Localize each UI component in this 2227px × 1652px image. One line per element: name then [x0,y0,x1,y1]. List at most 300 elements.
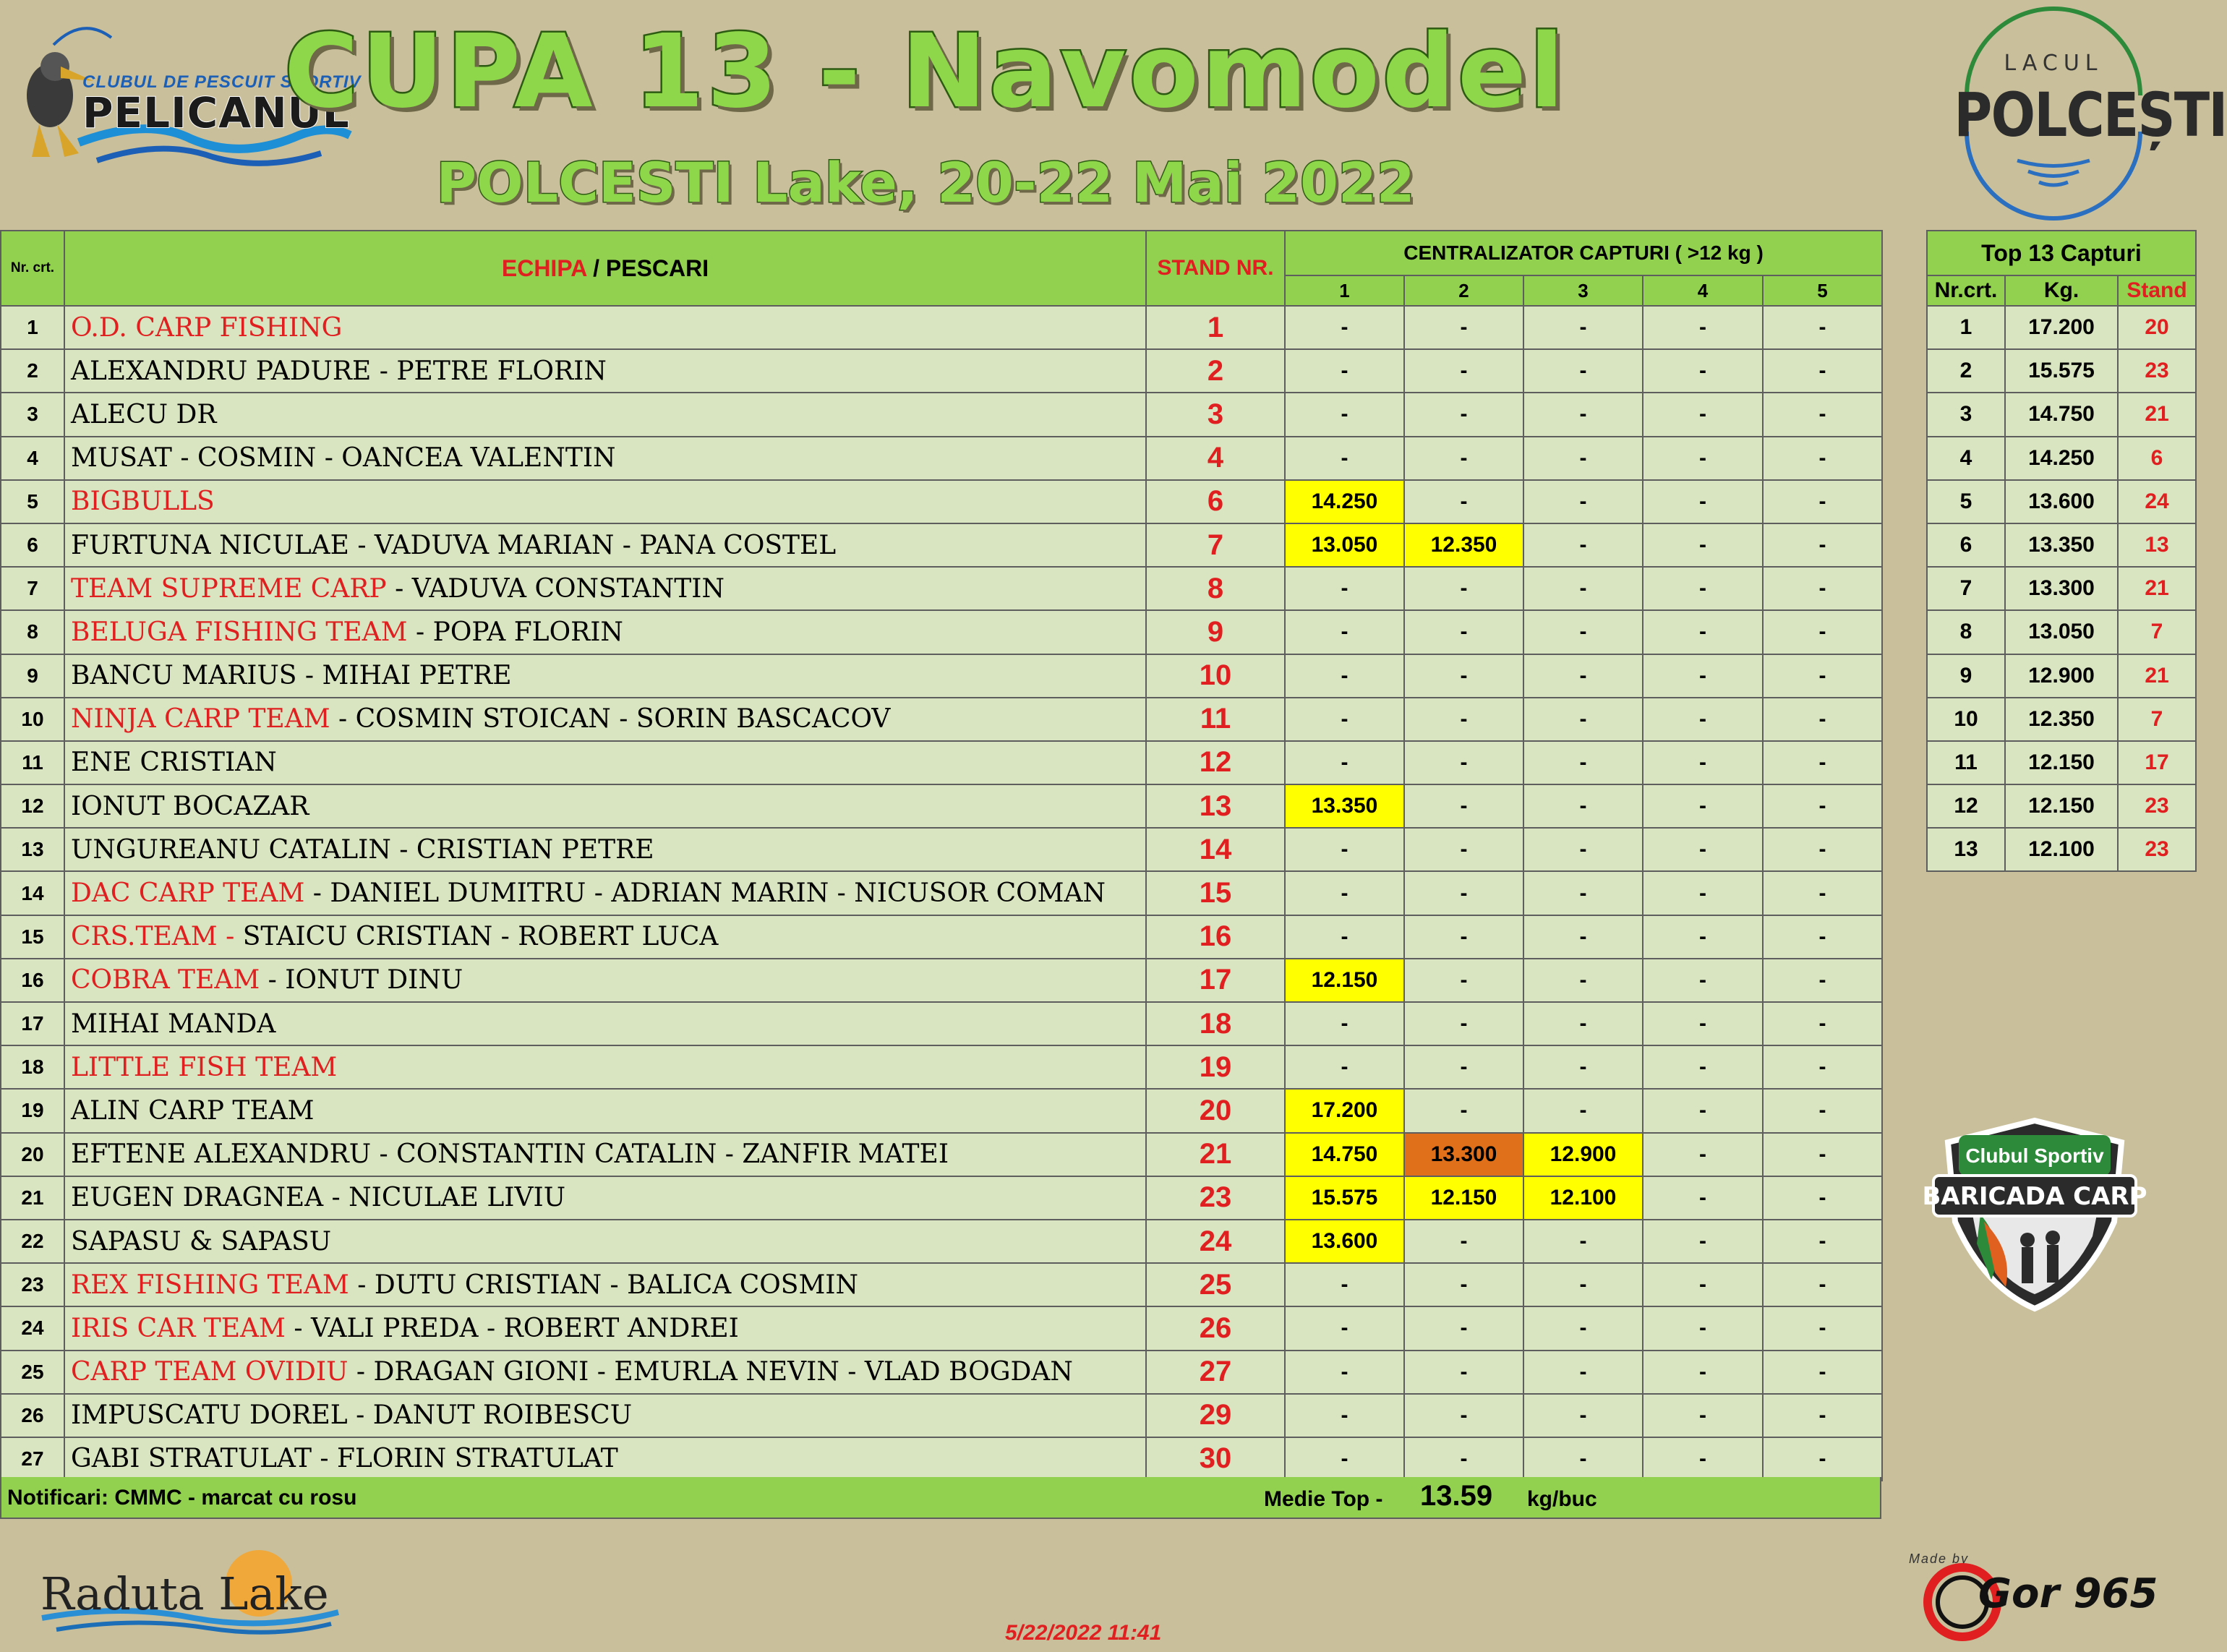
capture-cell: 12.150 [1285,959,1404,1002]
capture-cell: - [1643,959,1763,1002]
top-stand: 24 [2118,480,2196,523]
row-stand: 27 [1146,1351,1285,1394]
table-row [1,871,1882,915]
capture-cell: - [1643,1045,1763,1089]
capture-cell: 13.050 [1285,523,1404,567]
capture-cell: - [1643,393,1763,436]
medie-value: 13.59 [1420,1480,1493,1512]
top-row [1927,567,2196,610]
row-team [64,393,1146,436]
row-stand: 2 [1146,349,1285,393]
capture-cell: - [1763,1220,1882,1263]
team-members: - DANIEL DUMITRU - ADRIAN MARIN - NICUSOR COMAN [304,878,1106,909]
row-team [64,1220,1146,1263]
capture-cell: - [1643,567,1763,610]
team-members: EFTENE ALEXANDRU - CONSTANTIN CATALIN - ZANFIR MATEI [71,1139,949,1170]
capture-cell: - [1523,393,1643,436]
capture-cell: - [1763,1437,1882,1481]
capture-cell: - [1404,959,1523,1002]
team-name: NINJA CARP TEAM [71,704,330,735]
team-name: BIGBULLS [71,487,215,517]
top-title: Top 13 Capturi [1927,231,2196,275]
capture-cell: - [1523,1306,1643,1350]
table-row [1,437,1882,480]
row-stand: 12 [1146,741,1285,784]
capture-cell: - [1763,1133,1882,1176]
capture-cell: - [1404,480,1523,523]
capture-cell: - [1643,1437,1763,1481]
row-nr: 26 [1,1394,64,1437]
capture-cell: - [1285,610,1404,654]
row-stand: 6 [1146,480,1285,523]
capture-cell: - [1404,1351,1523,1394]
row-team [64,1133,1146,1176]
row-team [64,959,1146,1002]
capture-cell: - [1285,1002,1404,1045]
capture-cell: - [1643,1220,1763,1263]
row-nr: 14 [1,871,64,915]
table-row [1,1351,1882,1394]
polcesti-logo-line1: LACUL [2004,51,2103,76]
capture-cell: - [1285,437,1404,480]
team-name: DAC CARP TEAM [71,878,305,909]
capture-cell: - [1523,567,1643,610]
top-row [1927,393,2196,436]
top-row [1927,480,2196,523]
pelicanul-logo-line2: PELICANUL [82,88,350,137]
table-row [1,1133,1882,1176]
top-stand: 7 [2118,610,2196,654]
top-stand: 20 [2118,306,2196,349]
capture-cell: - [1523,1220,1643,1263]
top-header-nr: Nr.crt. [1927,275,2005,306]
top-captures-table [1926,230,2197,872]
header-nr: Nr. crt. [1,231,64,306]
capture-cell: - [1763,741,1882,784]
capture-cell: - [1404,1394,1523,1437]
top-nr: 9 [1927,654,2005,698]
raduta-lake-logo [35,1540,346,1641]
table-row [1,1089,1882,1132]
row-team [64,741,1146,784]
top-nr: 11 [1927,741,2005,784]
capture-cell: - [1763,480,1882,523]
top-row [1927,610,2196,654]
top-nr: 13 [1927,828,2005,871]
capture-cell: - [1285,698,1404,741]
team-members: - VALI PREDA - ROBERT ANDREI [285,1313,739,1343]
row-nr: 19 [1,1089,64,1132]
capture-cell: - [1643,437,1763,480]
capture-cell: - [1404,741,1523,784]
header-capture-5: 5 [1763,275,1882,306]
top-kg: 12.150 [2005,784,2118,828]
table-row [1,610,1882,654]
capture-cell: - [1523,1002,1643,1045]
team-name: COBRA TEAM [71,965,260,996]
capture-cell: - [1404,1220,1523,1263]
capture-cell: - [1285,567,1404,610]
row-stand: 8 [1146,567,1285,610]
capture-cell: - [1763,1351,1882,1394]
capture-cell: - [1763,654,1882,698]
row-stand: 23 [1146,1176,1285,1220]
capture-cell: - [1404,1306,1523,1350]
top-kg: 12.900 [2005,654,2118,698]
capture-cell: - [1404,1089,1523,1132]
team-name: IRIS CAR TEAM [71,1313,286,1343]
capture-cell: - [1404,610,1523,654]
capture-cell: - [1523,1437,1643,1481]
capture-cell: - [1404,698,1523,741]
capture-cell: - [1285,1394,1404,1437]
row-team [64,480,1146,523]
team-name: CARP TEAM OVIDIU [71,1357,349,1387]
team-members: ALECU DR [71,399,217,429]
capture-cell: - [1763,437,1882,480]
row-team [64,349,1146,393]
capture-cell: - [1763,610,1882,654]
row-team [64,567,1146,610]
capture-cell: - [1763,523,1882,567]
top-stand: 23 [2118,828,2196,871]
header-stand: STAND NR. [1146,231,1285,306]
team-members: - DRAGAN GIONI - EMURLA NEVIN - VLAD BOGDAN [348,1357,1073,1387]
capture-cell: - [1285,1263,1404,1306]
results-body [1,306,1882,1481]
page-title: CUPA 13 - Navomodel [284,13,1567,131]
row-stand: 30 [1146,1437,1285,1481]
capture-cell: - [1285,349,1404,393]
row-team [64,306,1146,349]
capture-cell: - [1763,1306,1882,1350]
row-team [64,1351,1146,1394]
capture-cell: - [1643,1394,1763,1437]
gor-name: Gor 965 [1978,1570,2158,1617]
header-capture-2: 2 [1404,275,1523,306]
row-nr: 1 [1,306,64,349]
row-stand: 25 [1146,1263,1285,1306]
top-kg: 12.100 [2005,828,2118,871]
row-stand: 24 [1146,1220,1285,1263]
capture-cell: - [1643,1351,1763,1394]
capture-cell: - [1763,1176,1882,1220]
capture-cell: - [1763,784,1882,828]
table-row [1,1002,1882,1045]
top-nr: 6 [1927,523,2005,567]
capture-cell: - [1404,1045,1523,1089]
capture-cell: - [1404,1002,1523,1045]
capture-cell: - [1404,871,1523,915]
capture-cell: - [1285,306,1404,349]
top-nr: 10 [1927,698,2005,741]
table-row [1,349,1882,393]
capture-cell: - [1763,393,1882,436]
capture-cell: - [1763,1045,1882,1089]
team-members: UNGUREANU CATALIN - CRISTIAN PETRE [71,834,654,865]
capture-cell: - [1763,1002,1882,1045]
top-kg: 13.300 [2005,567,2118,610]
top-kg: 13.050 [2005,610,2118,654]
top-nr: 4 [1927,437,2005,480]
team-members: MIHAI MANDA [71,1009,276,1039]
pelicanul-logo-line1: CLUBUL DE PESCUIT SPORTIV [82,72,362,92]
table-row [1,698,1882,741]
top-row [1927,741,2196,784]
table-row [1,654,1882,698]
capture-cell: - [1285,1306,1404,1350]
timestamp: 5/22/2022 11:41 [1005,1621,1162,1645]
capture-cell: - [1523,349,1643,393]
table-row [1,1045,1882,1089]
capture-cell: - [1523,1351,1643,1394]
row-nr: 24 [1,1306,64,1350]
row-nr: 23 [1,1263,64,1306]
row-team [64,610,1146,654]
capture-cell: - [1285,393,1404,436]
row-team [64,1089,1146,1132]
row-stand: 21 [1146,1133,1285,1176]
top-stand: 21 [2118,393,2196,436]
row-stand: 16 [1146,915,1285,959]
capture-cell: 12.100 [1523,1176,1643,1220]
results-table [0,230,1883,1481]
team-members: - IONUT DINU [260,965,463,996]
team-members: IONUT BOCAZAR [71,791,309,821]
team-members: BANCU MARIUS - MIHAI PETRE [71,661,512,691]
capture-cell: - [1285,1045,1404,1089]
capture-cell: - [1285,1351,1404,1394]
row-nr: 18 [1,1045,64,1089]
top-stand: 23 [2118,349,2196,393]
team-members: MUSAT - COSMIN - OANCEA VALENTIN [71,443,616,474]
top-kg: 13.350 [2005,523,2118,567]
capture-cell: - [1285,741,1404,784]
capture-cell: - [1404,393,1523,436]
header-echipa: ECHIPA [501,254,587,281]
capture-cell: - [1404,915,1523,959]
top-kg: 14.250 [2005,437,2118,480]
row-nr: 15 [1,915,64,959]
capture-cell: - [1763,959,1882,1002]
row-team [64,1394,1146,1437]
row-stand: 1 [1146,306,1285,349]
header-separator: / [586,254,606,281]
team-members: ENE CRISTIAN [71,748,277,778]
capture-cell: - [1643,698,1763,741]
row-nr: 5 [1,480,64,523]
row-nr: 16 [1,959,64,1002]
row-nr: 3 [1,393,64,436]
capture-cell: - [1523,523,1643,567]
top-nr: 1 [1927,306,2005,349]
header-capture-1: 1 [1285,275,1404,306]
gor-logo [1909,1549,2169,1643]
row-team [64,437,1146,480]
row-team [64,784,1146,828]
top-row [1927,523,2196,567]
top-header-stand: Stand [2118,275,2196,306]
baricada-line2: BARICADA CARP [1922,1182,2147,1211]
row-team [64,1306,1146,1350]
capture-cell: - [1763,306,1882,349]
team-members: EUGEN DRAGNEA - NICULAE LIVIU [71,1183,566,1213]
capture-cell: - [1763,1089,1882,1132]
row-stand: 13 [1146,784,1285,828]
row-stand: 10 [1146,654,1285,698]
capture-cell: - [1404,437,1523,480]
row-nr: 9 [1,654,64,698]
team-members: - DUTU CRISTIAN - BALICA COSMIN [349,1270,859,1300]
capture-cell: - [1763,698,1882,741]
capture-cell: - [1285,654,1404,698]
team-name: O.D. CARP FISHING [71,312,343,343]
table-row [1,784,1882,828]
row-stand: 7 [1146,523,1285,567]
capture-cell: 14.750 [1285,1133,1404,1176]
capture-cell: - [1523,828,1643,871]
capture-cell: - [1404,567,1523,610]
capture-cell: 12.350 [1404,523,1523,567]
polcesti-logo-line2: POLCEȘTI [1954,80,2227,150]
top-kg: 13.600 [2005,480,2118,523]
capture-cell: - [1285,1437,1404,1481]
capture-cell: 13.350 [1285,784,1404,828]
capture-cell: - [1404,1263,1523,1306]
row-nr: 12 [1,784,64,828]
capture-cell: - [1523,915,1643,959]
top-kg: 17.200 [2005,306,2118,349]
capture-cell: - [1763,349,1882,393]
team-members: - COSMIN STOICAN - SORIN BASCACOV [330,704,891,735]
header [0,0,2227,226]
team-members: ALEXANDRU PADURE - PETRE FLORIN [71,356,607,386]
notificari-text: Notificari: CMMC - marcat cu rosu [7,1486,357,1510]
capture-cell: - [1404,1437,1523,1481]
row-team [64,1045,1146,1089]
table-row [1,1437,1882,1481]
capture-cell: - [1643,1306,1763,1350]
team-members: - VADUVA CONSTANTIN [386,573,724,604]
top-row [1927,784,2196,828]
header-pescari: PESCARI [605,254,709,281]
top-nr: 3 [1927,393,2005,436]
header-capture-4: 4 [1643,275,1763,306]
polcesti-logo [1938,16,2227,211]
row-stand: 20 [1146,1089,1285,1132]
top-nr: 7 [1927,567,2005,610]
capture-cell: - [1285,915,1404,959]
table-row [1,915,1882,959]
capture-cell: - [1643,349,1763,393]
capture-cell: 12.900 [1523,1133,1643,1176]
capture-cell: - [1643,1176,1763,1220]
top-row [1927,698,2196,741]
row-team [64,871,1146,915]
capture-cell: - [1643,480,1763,523]
row-nr: 22 [1,1220,64,1263]
baricada-logo [1922,1113,2147,1316]
baricada-shield-icon [1922,1113,2147,1316]
capture-cell: - [1643,741,1763,784]
capture-cell: - [1763,1263,1882,1306]
team-members: ALIN CARP TEAM [71,1095,315,1126]
top-stand: 6 [2118,437,2196,480]
capture-cell: - [1523,871,1643,915]
row-nr: 2 [1,349,64,393]
top-row [1927,828,2196,871]
row-nr: 17 [1,1002,64,1045]
top-kg: 15.575 [2005,349,2118,393]
top-stand: 17 [2118,741,2196,784]
medie-unit: kg/buc [1527,1487,1597,1511]
capture-cell: - [1404,784,1523,828]
capture-cell: - [1523,480,1643,523]
capture-cell: - [1643,1089,1763,1132]
medie-label: Medie Top - [1264,1487,1383,1511]
capture-cell: - [1643,871,1763,915]
row-stand: 18 [1146,1002,1285,1045]
capture-cell: - [1523,1045,1643,1089]
top-stand: 21 [2118,654,2196,698]
top-kg: 12.150 [2005,741,2118,784]
team-members: IMPUSCATU DOREL - DANUT ROIBESCU [71,1400,633,1431]
capture-cell: - [1643,915,1763,959]
capture-cell: - [1763,1394,1882,1437]
team-members: FURTUNA NICULAE - VADUVA MARIAN - PANA COSTEL [71,530,837,560]
table-row [1,567,1882,610]
row-stand: 19 [1146,1045,1285,1089]
capture-cell: - [1643,1263,1763,1306]
row-stand: 3 [1146,393,1285,436]
table-row [1,1220,1882,1263]
table-row [1,523,1882,567]
row-team [64,1002,1146,1045]
capture-cell: - [1523,698,1643,741]
top-nr: 8 [1927,610,2005,654]
capture-cell: - [1404,349,1523,393]
capture-cell: 13.600 [1285,1220,1404,1263]
row-stand: 26 [1146,1306,1285,1350]
table-row [1,1394,1882,1437]
capture-cell: - [1643,1133,1763,1176]
row-team [64,828,1146,871]
capture-cell: 14.250 [1285,480,1404,523]
table-row [1,393,1882,436]
capture-cell: - [1643,306,1763,349]
row-nr: 25 [1,1351,64,1394]
row-stand: 29 [1146,1394,1285,1437]
capture-cell: - [1763,915,1882,959]
team-members: - POPA FLORIN [407,617,623,647]
capture-cell: - [1643,784,1763,828]
capture-cell: 13.300 [1404,1133,1523,1176]
capture-cell: - [1523,1394,1643,1437]
team-members: SAPASU & SAPASU [71,1226,332,1257]
capture-cell: 17.200 [1285,1089,1404,1132]
capture-cell: - [1404,828,1523,871]
row-stand: 9 [1146,610,1285,654]
table-row [1,1176,1882,1220]
capture-cell: - [1523,1263,1643,1306]
row-nr: 20 [1,1133,64,1176]
header-echipa-pescari [64,231,1146,306]
footer-bar [0,1477,1881,1519]
team-members: STAICU CRISTIAN - ROBERT LUCA [242,922,719,952]
row-nr: 6 [1,523,64,567]
capture-cell: 12.150 [1404,1176,1523,1220]
team-name: BELUGA FISHING TEAM [71,617,408,647]
